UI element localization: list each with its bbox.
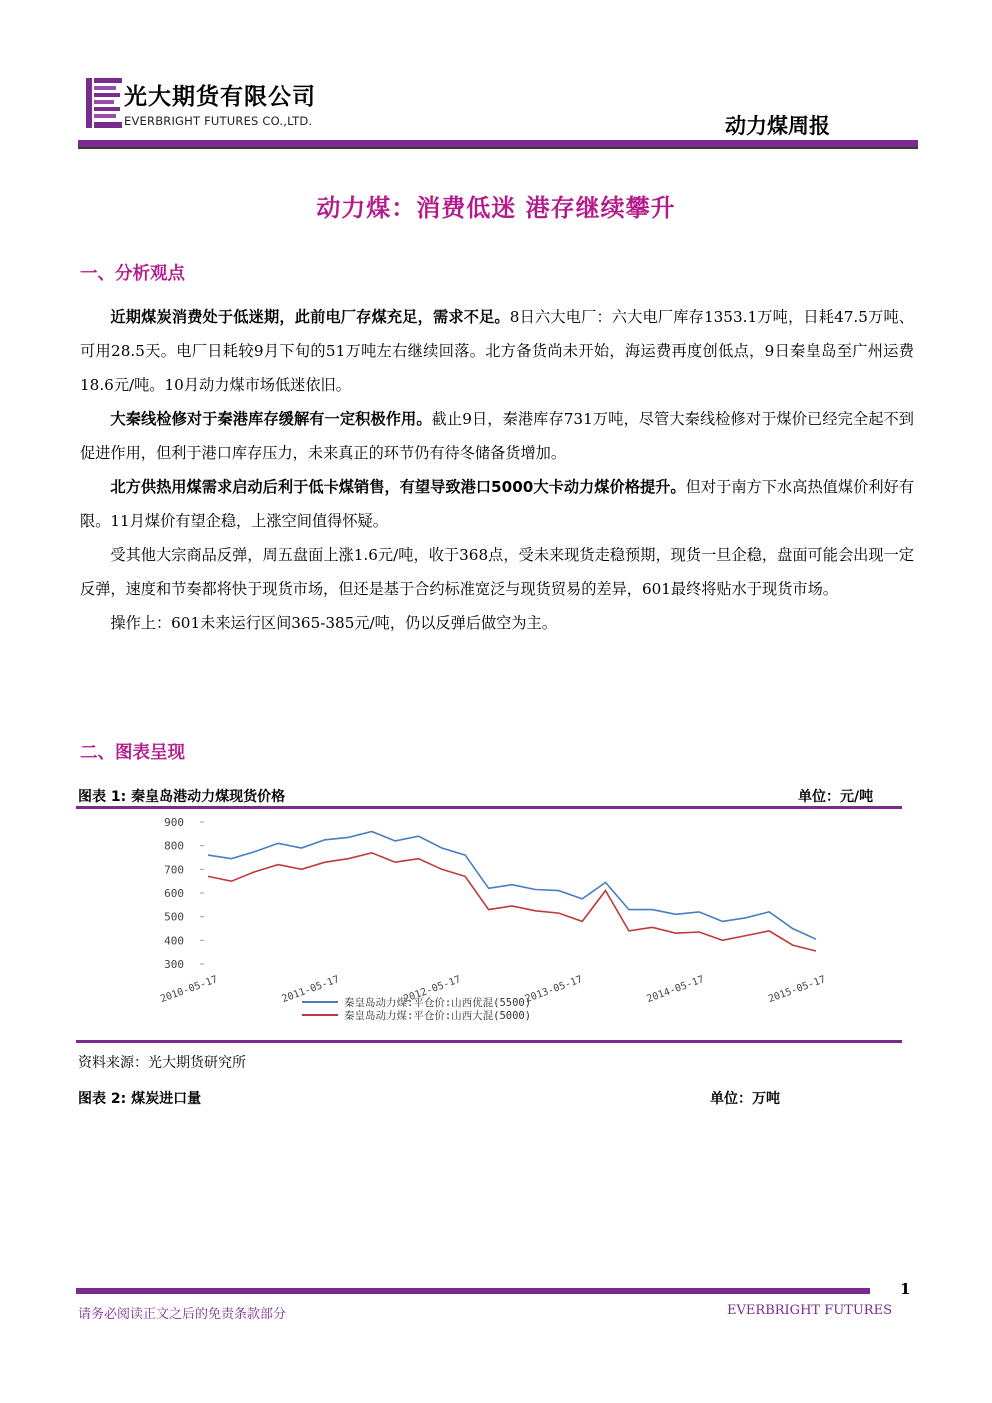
document-title: 动力煤：消费低迷 港存继续攀升 — [316, 194, 676, 222]
section-heading-charts: 二、图表呈现 — [80, 743, 185, 763]
paragraph-lead: 北方供热用煤需求启动后利于低卡煤销售，有望导致港口5000大卡动力煤价格提升。 — [110, 478, 686, 496]
y-tick-label: 900 — [164, 816, 184, 829]
paragraph-text: 但对于南方下水高热值煤价利好有限。11月煤价有望企稳，上涨空间值得怀疑。 — [80, 478, 914, 530]
footer-disclaimer: 请务必阅读正文之后的免责条款部分 — [78, 1307, 287, 1322]
legend-label: 秦皇岛动力煤:平仓价:山西大混(5000) — [344, 1010, 532, 1022]
figure2-unit: 单位：万吨 — [710, 1091, 780, 1107]
figure1-unit: 单位：元/吨 — [798, 789, 874, 805]
legend-label: 秦皇岛动力煤:平仓价:山西优混(5500) — [344, 997, 532, 1009]
figure1-top-rule — [76, 806, 902, 809]
figure1-source: 资料来源：光大期货研究所 — [78, 1055, 246, 1071]
figure1-bottom-rule — [76, 1040, 902, 1043]
section-heading-analysis: 一、分析观点 — [80, 264, 185, 284]
x-tick-label: 2015-05-17 — [766, 974, 828, 1006]
paragraph-text: 截止9日，秦港库存731万吨，尽管大秦线检修对于煤价已经完全起不到促进作用，但利于港口库存压力，未来真正的环节仍有待冬储备货增加。 — [80, 410, 914, 462]
report-type: 动力煤周报 — [725, 114, 830, 138]
figure2-label: 图表 2: 煤炭进口量 — [78, 1091, 202, 1107]
y-tick-label: 400 — [164, 934, 184, 948]
paragraph — [80, 606, 914, 640]
header-divider — [78, 140, 918, 149]
x-tick-label: 2012-05-17 — [402, 974, 463, 1006]
company-name-cn: 光大期货有限公司 — [124, 84, 316, 110]
coal-price-chart — [76, 810, 902, 1038]
y-tick-label: 600 — [164, 887, 184, 900]
y-tick-label: 700 — [164, 863, 184, 877]
figure1-label: 图表 1: 秦皇岛港动力煤现货价格 — [78, 789, 286, 805]
paragraph-text: 操作上：601未来运行区间365-385元/吨，仍以反弹后做空为主。 — [110, 614, 557, 632]
company-name-en: EVERBRIGHT FUTURES CO.,LTD. — [124, 114, 313, 128]
paragraph-text: 8日六大电厂：六大电厂库存1353.1万吨，日耗47.5万吨、可用28.5天。电厂日耗较9月下旬的51万吨左右继续回落。北方备货尚未开始，海运费再度创低点，9日秦皇岛至广州运费18.6元/吨。10月动力煤市场低迷依旧。 — [80, 308, 914, 394]
everbright-logo-icon — [86, 78, 124, 128]
paragraph — [80, 470, 914, 538]
y-tick-label: 800 — [164, 839, 184, 853]
series-line-2 — [208, 853, 816, 951]
x-tick-label: 2010-05-17 — [158, 974, 220, 1006]
paragraph — [80, 300, 914, 402]
x-tick-label: 2014-05-17 — [645, 974, 706, 1006]
y-tick-label: 500 — [164, 910, 184, 924]
paragraph-lead: 大秦线检修对于秦港库存缓解有一定积极作用。 — [110, 410, 432, 428]
page-number: 1 — [900, 1280, 911, 1298]
footer-brand: EVERBRIGHT FUTURES — [727, 1303, 892, 1318]
paragraph-text: 受其他大宗商品反弹，周五盘面上涨1.6元/吨，收于368点，受未来现货走稳预期，现货一旦企稳，盘面可能会出现一定反弹，速度和节奏都将快于现货市场，但还是基于合约标准宽泛与现货贸易的差异，601最终将贴水于现货市场。 — [80, 546, 914, 598]
paragraph — [80, 402, 914, 470]
paragraph-lead: 近期煤炭消费处于低迷期，此前电厂存煤充足，需求不足。 — [110, 308, 510, 326]
paragraph — [80, 538, 914, 606]
x-tick-label: 2011-05-17 — [280, 974, 341, 1006]
footer-divider — [76, 1288, 870, 1294]
page-header — [78, 74, 918, 154]
series-line-1 — [208, 832, 816, 940]
y-tick-label: 300 — [164, 958, 184, 971]
x-tick-label: 2013-05-17 — [523, 974, 585, 1006]
analysis-body — [80, 300, 914, 640]
